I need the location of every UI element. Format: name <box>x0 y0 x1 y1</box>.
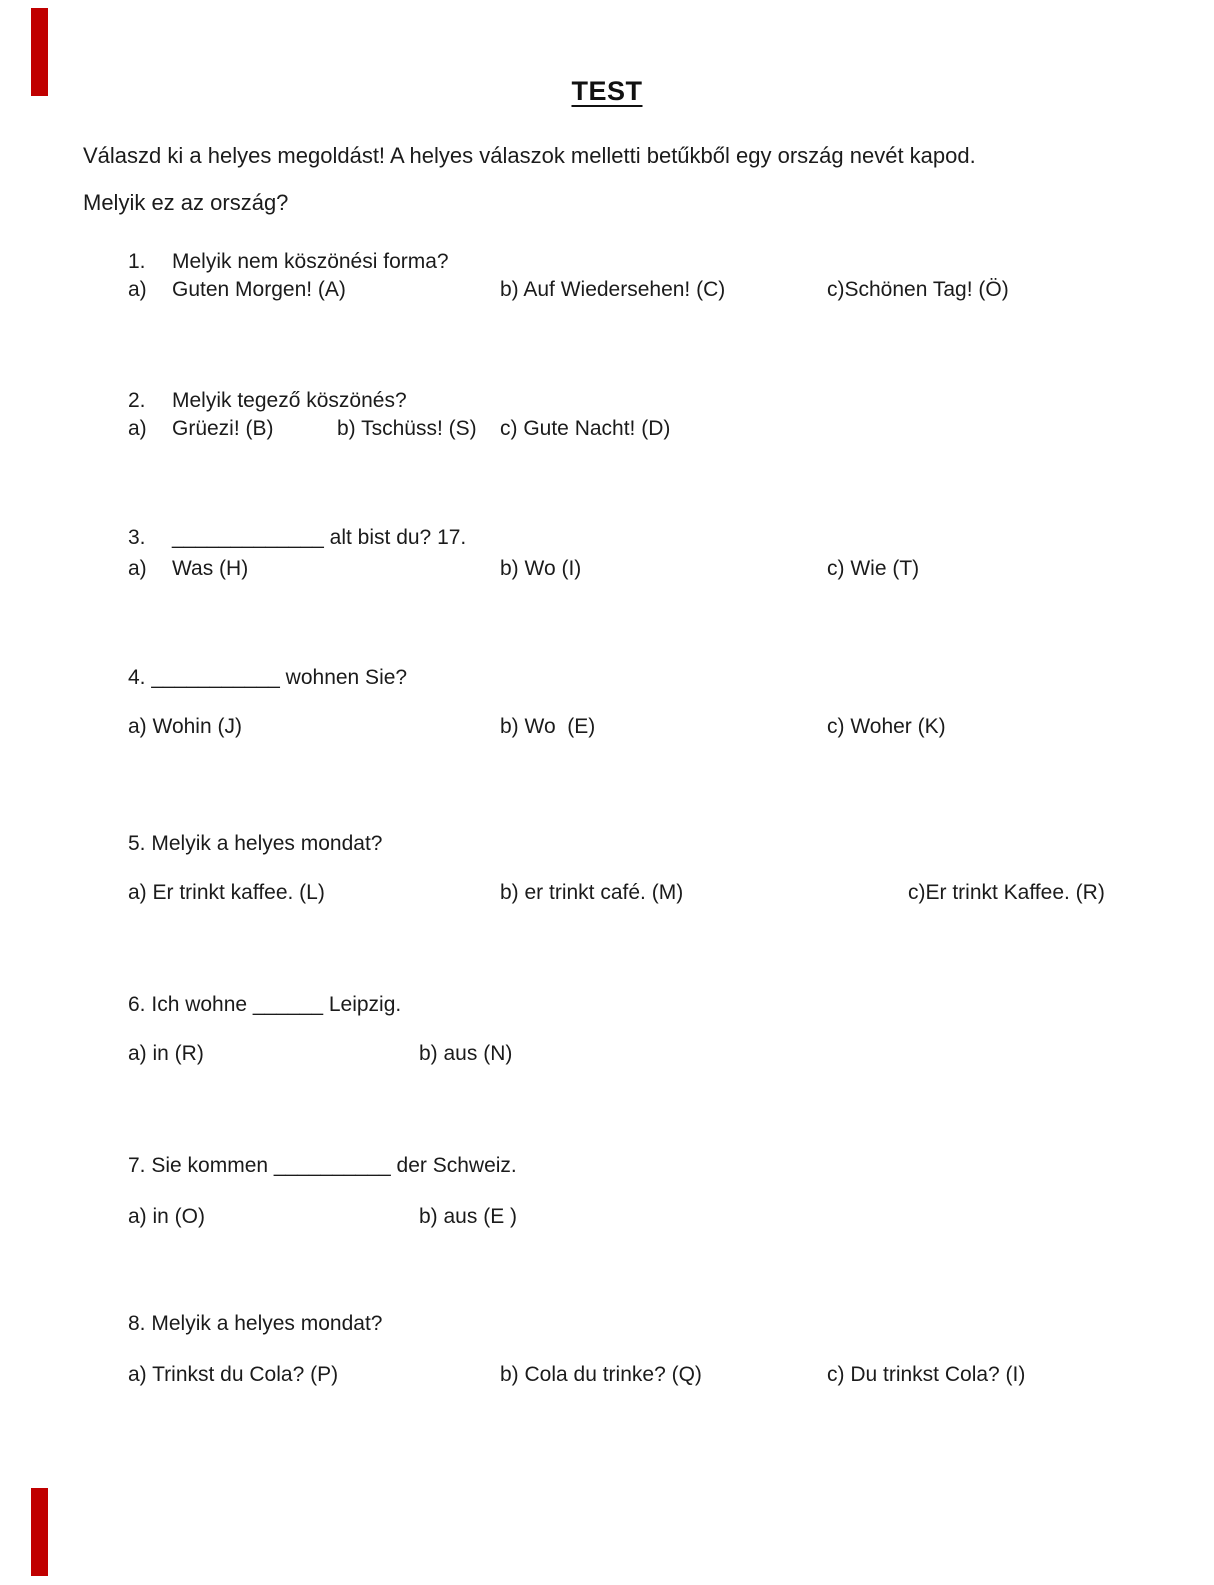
question-4-option-a: a) Wohin (J) <box>128 715 242 738</box>
question-8-prompt-row <box>128 1312 382 1336</box>
question-3-number: 3. <box>128 526 146 549</box>
question-2-option-a-label: a) <box>128 417 147 440</box>
question-5-option-a: a) Er trinkt kaffee. (L) <box>128 881 325 904</box>
question-5-option-c: c)Er trinkt Kaffee. (R) <box>908 881 1105 904</box>
question-5-prompt: Melyik a helyes mondat? <box>151 832 383 855</box>
question-6-options <box>0 1042 1214 1072</box>
question-4-options <box>0 715 1214 745</box>
question-6-option-a: a) in (R) <box>128 1042 204 1065</box>
question-3-option-c: c) Wie (T) <box>827 557 920 580</box>
question-1-option-c: c)Schönen Tag! (Ö) <box>827 278 1009 301</box>
intro-line-1: Válaszd ki a helyes megoldást! A helyes válaszok melletti betűkből egy ország nevét kapod. <box>83 143 976 168</box>
question-8-option-c: c) Du trinkst Cola? (I) <box>827 1363 1026 1386</box>
question-7-number: 7. <box>128 1154 146 1177</box>
question-3-option-b: b) Wo (I) <box>500 557 582 580</box>
question-4-prompt: ___________ wohnen Sie? <box>151 666 408 689</box>
question-1-options <box>0 278 1214 308</box>
question-7-prompt: Sie kommen __________ der Schweiz. <box>151 1154 517 1177</box>
question-4-prompt-row <box>128 666 407 690</box>
question-2-prompt-row <box>128 389 407 413</box>
question-4-option-b: b) Wo (E) <box>500 715 596 738</box>
question-3-prompt-row <box>128 526 466 550</box>
question-2-options <box>0 417 1214 447</box>
intro-line-2: Melyik ez az ország? <box>83 190 289 215</box>
question-2-option-c: c) Gute Nacht! (D) <box>500 417 671 440</box>
question-5-option-b: b) er trinkt café. (M) <box>500 881 684 904</box>
question-7-option-b: b) aus (E ) <box>419 1205 518 1228</box>
title-row <box>0 76 1214 107</box>
question-7-options <box>0 1205 1214 1235</box>
question-1-number: 1. <box>128 250 146 273</box>
question-4-option-c: c) Woher (K) <box>827 715 946 738</box>
question-8-option-a: a) Trinkst du Cola? (P) <box>128 1363 339 1386</box>
question-6-prompt: Ich wohne ______ Leipzig. <box>151 993 402 1016</box>
question-1-prompt: Melyik nem köszönési forma? <box>172 250 449 273</box>
question-4-number: 4. <box>128 666 146 689</box>
question-2-number: 2. <box>128 389 146 412</box>
question-8-option-b: b) Cola du trinke? (Q) <box>500 1363 702 1386</box>
question-1-prompt-row <box>128 250 449 274</box>
question-6-option-b: b) aus (N) <box>419 1042 513 1065</box>
question-2-option-b: b) Tschüss! (S) <box>337 417 477 440</box>
question-3-option-a-label: a) <box>128 557 147 580</box>
question-3-prompt: _____________ alt bist du? 17. <box>172 526 467 549</box>
red-edge-marker-bottom <box>31 1488 48 1576</box>
question-1-option-a-label: a) <box>128 278 147 301</box>
question-5-options <box>0 881 1214 911</box>
question-2-prompt: Melyik tegező köszönés? <box>172 389 407 412</box>
question-6-number: 6. <box>128 993 146 1016</box>
question-8-prompt: Melyik a helyes mondat? <box>151 1312 383 1335</box>
page-title: TEST <box>571 76 643 106</box>
question-5-number: 5. <box>128 832 146 855</box>
question-3-options <box>0 557 1214 587</box>
question-8-number: 8. <box>128 1312 146 1335</box>
question-5-prompt-row <box>128 832 382 856</box>
question-7-prompt-row <box>128 1154 517 1178</box>
question-3-option-a: Was (H) <box>172 557 249 580</box>
question-1-option-a: Guten Morgen! (A) <box>172 278 346 301</box>
question-6-prompt-row <box>128 993 401 1017</box>
question-2-option-a: Grüezi! (B) <box>172 417 274 440</box>
question-8-options <box>0 1363 1214 1393</box>
question-1-option-b: b) Auf Wiedersehen! (C) <box>500 278 726 301</box>
question-7-option-a: a) in (O) <box>128 1205 206 1228</box>
